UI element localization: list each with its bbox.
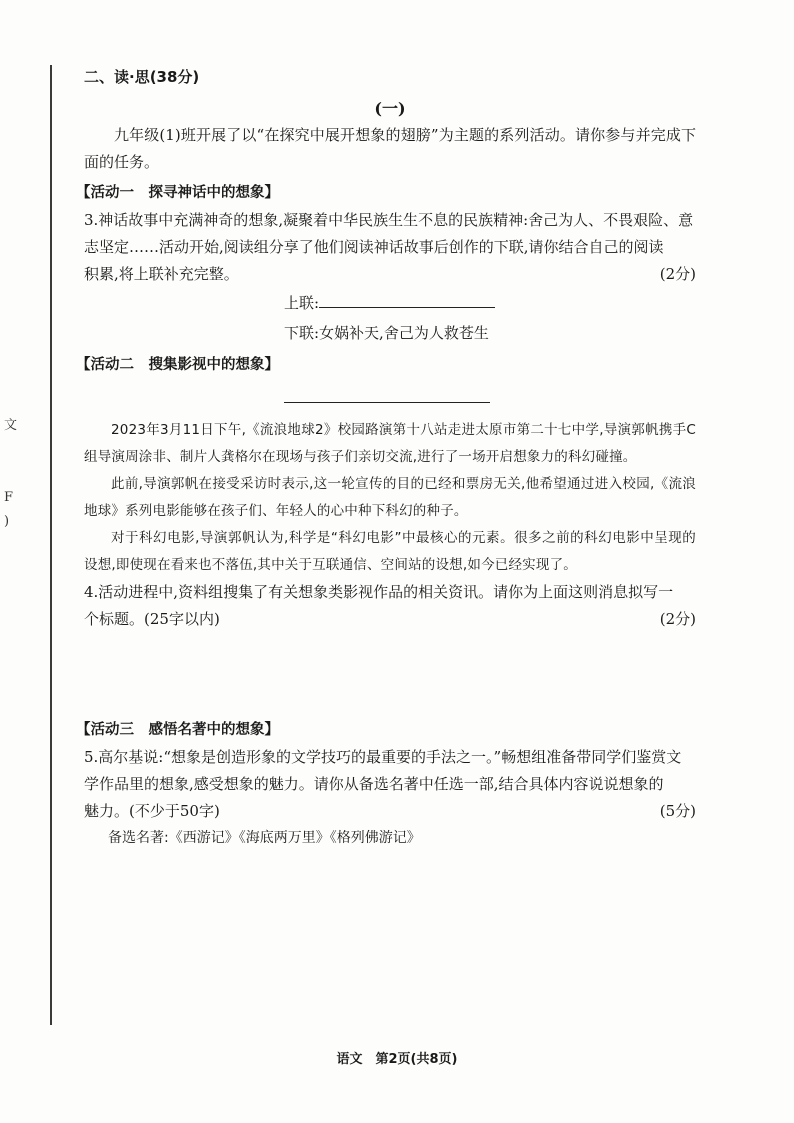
page-footer: 语文 第2页(共8页) bbox=[336, 1052, 458, 1067]
activity2-heading: 【活动二 搜集影视中的想象】 bbox=[76, 357, 279, 373]
couplet bbox=[284, 288, 696, 348]
question-4-answer-space[interactable] bbox=[84, 633, 696, 713]
section-title: 二、读·思(38分) bbox=[84, 68, 200, 86]
question-5-line-3: 魅力。(不少于50字) bbox=[84, 802, 220, 820]
question-3-score: (2分) bbox=[659, 265, 696, 283]
news-title-blank[interactable] bbox=[284, 401, 490, 403]
question-5-line-1: 5.高尔基说:“想象是创造形象的文学技巧的最重要的手法之一。”畅想组准备带同学们鉴赏文 bbox=[84, 748, 682, 766]
question-3-line-2: 志坚定……活动开始,阅读组分享了他们阅读神话故事后创作的下联,请你结合自己的阅读 bbox=[84, 238, 664, 256]
question-4-line-1: 4.活动进程中,资料组搜集了有关想象类影视作品的相关资讯。请你为上面这则消息拟写一 bbox=[84, 583, 674, 601]
question-3-line-1: 3.神话故事中充满神奇的想象,凝聚着中华民族生生不息的民族精神:舍己为人、不畏艰险、意 bbox=[84, 211, 694, 229]
news-paragraph-1: 2023年3月11日下午,《流浪地球2》校园路演第十八站走进太原市第二十七中学,导演郭帆携手C组导演周涂非、制片人龚格尔在现场与孩子们亲切交流,进行了一场开启想象力的科幻碰撞。 bbox=[84, 422, 696, 465]
part-title: (一) bbox=[374, 99, 406, 118]
activity1-heading: 【活动一 探寻神话中的想象】 bbox=[76, 185, 279, 201]
upper-couplet-label: 上联: bbox=[284, 294, 320, 312]
margin-char-1: 文 bbox=[4, 418, 18, 433]
intro-paragraph: 九年级(1)班开展了以“在探究中展开想象的翅膀”为主题的系列活动。请你参与并完成下面的任务。 bbox=[84, 126, 696, 171]
question-4-line-2: 个标题。(25字以内) bbox=[84, 610, 220, 628]
question-5-line-2: 学作品里的想象,感受想象的魅力。请你从备选名著中任选一部,结合具体内容说说想象的 bbox=[84, 775, 664, 793]
activity3-heading: 【活动三 感悟名著中的想象】 bbox=[76, 722, 279, 738]
question-3 bbox=[84, 207, 696, 288]
binding-line bbox=[50, 65, 52, 1025]
lower-couplet: 下联:女娲补天,舍己为人救苍生 bbox=[284, 324, 489, 342]
question-5-score: (5分) bbox=[659, 802, 696, 820]
news-paragraph-2: 此前,导演郭帆在接受采访时表示,这一轮宣传的目的已经和票房无关,他希望通过进入校园,《流浪地球》系列电影能够在孩子们、年轻人的心中种下科幻的种子。 bbox=[84, 476, 696, 519]
news-article bbox=[84, 417, 696, 579]
exam-page bbox=[76, 64, 696, 852]
candidate-books: 备选名著:《西游记》《海底两万里》《格列佛游记》 bbox=[108, 830, 421, 846]
upper-couplet-answer-blank[interactable] bbox=[319, 289, 495, 308]
question-4 bbox=[84, 579, 696, 633]
news-paragraph-3: 对于科幻电影,导演郭帆认为,科学是“科幻电影”中最核心的元素。很多之前的科幻电影中呈现的设想,即使现在看来也不落伍,其中关于互联通信、空间站的设想,如今已经实现了。 bbox=[84, 530, 696, 573]
margin-char-2: F bbox=[4, 490, 14, 505]
upper-couplet bbox=[284, 288, 696, 318]
question-5 bbox=[84, 744, 696, 825]
question-4-score: (2分) bbox=[659, 610, 696, 628]
margin-char-3: ) bbox=[4, 514, 10, 529]
question-3-line-3: 积累,将上联补充完整。 bbox=[84, 265, 239, 283]
